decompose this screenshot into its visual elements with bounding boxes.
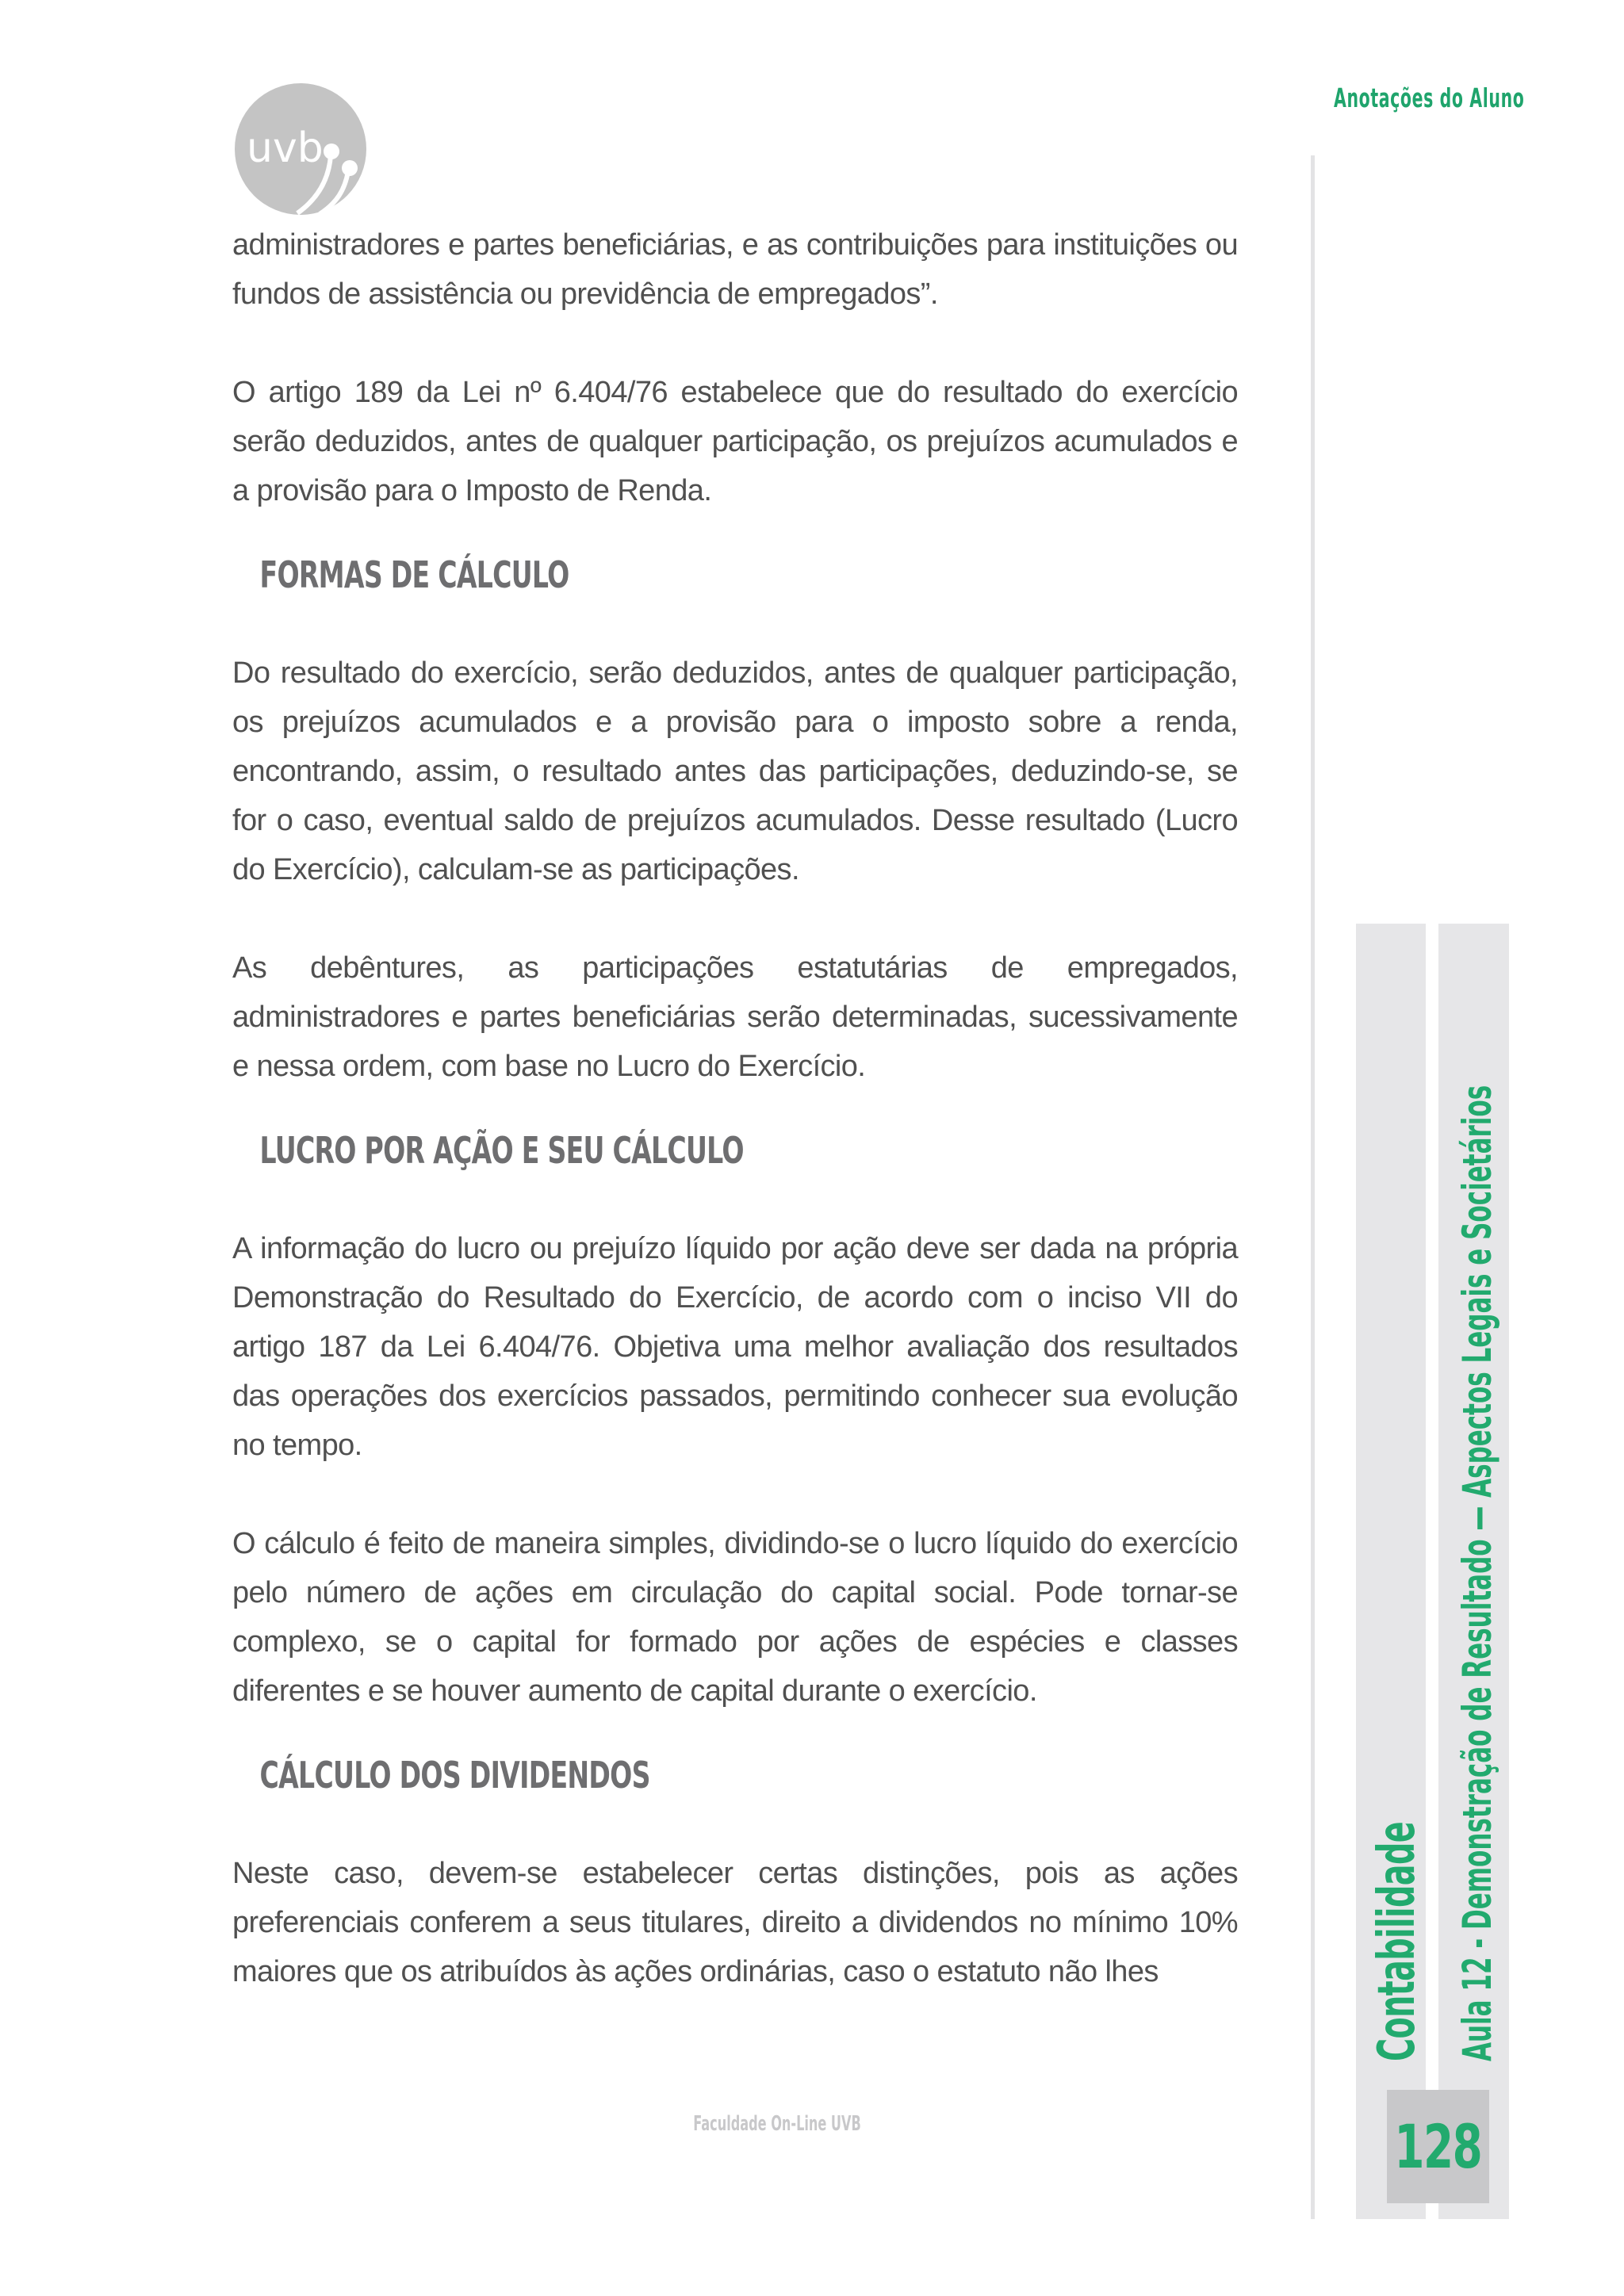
notes-divider [1311,155,1315,2219]
paragraph-debentures: As debêntures, as participações estatutárias de empregados, administradores e partes beneficiárias serão determinadas, sucessivamente e nessa ordem, com base no Lucro do Exercício. [232,951,1238,1083]
heading-formas-de-calculo: FORMAS DE CÁLCULO [259,553,569,596]
paragraph-formas-de-calculo: Do resultado do exercício, serão deduzidos, antes de qualquer participação, os prejuízos acumulados e a provisão para o imposto sobre a renda, encontrando, assim, o resultado antes das participações, deduzindo-se, se for o caso, eventual saldo de prejuízos acumulados. Desse resultado (Lucro do Exercício), calculam-se as participações. [232,656,1238,886]
page-content [232,220,1238,1996]
uvb-logo-icon [234,82,367,216]
paragraph-article-189: O artigo 189 da Lei nº 6.404/76 estabelece que do resultado do exercício serão deduzidos, antes de qualquer participação, os prejuízos acumulados e a provisão para o Imposto de Renda. [232,376,1238,507]
paragraph-lucro-por-acao: A informação do lucro ou prejuízo líquido por ação deve ser dada na própria Demonstração do Resultado do Exercício, de acordo com o inciso VII do artigo 187 da Lei 6.404/76. Objetiva uma melhor avaliação dos resultados das operações dos exercícios passados, permitindo conhecer sua evolução no tempo. [232,1232,1238,1462]
heading-lucro-por-acao: LUCRO POR AÇÃO E SEU CÁLCULO [259,1129,744,1172]
paragraph-dividendos: Neste caso, devem-se estabelecer certas distinções, pois as ações preferenciais conferem a seus titulares, direito a dividendos no mínimo 10% maiores que os atribuídos às ações ordinárias, caso o estatuto não lhes [232,1857,1238,1988]
lesson-title: Aula 12 - Demonstração de Resultado — Aspectos Legais e Societários [1454,1085,1500,2061]
page-number: 128 [1394,2111,1482,2182]
page-number-box [1387,2090,1489,2203]
paragraph-calculo-simples: O cálculo é feito de maneira simples, dividindo-se o lucro líquido do exercício pelo número de ações em circulação do capital social. Pode tornar-se complexo, se o capital for formado por ações de espécies e classes diferentes e se houver aumento de capital durante o exercício. [232,1527,1238,1708]
heading-calculo-dividendos: CÁLCULO DOS DIVIDENDOS [259,1754,650,1797]
paragraph-intro-continuation: administradores e partes beneficiárias, e as contribuições para instituições ou fundos de assistência ou previdência de empregados”. [232,228,1238,311]
student-notes-title: Anotações do Aluno [1334,82,1525,113]
uvb-logo [234,82,367,216]
footer-institution: Faculdade On-Line UVB [693,2112,861,2136]
svg-text:uvb: uvb [247,124,324,172]
subject-title: Contabilidade [1368,1821,1427,2061]
